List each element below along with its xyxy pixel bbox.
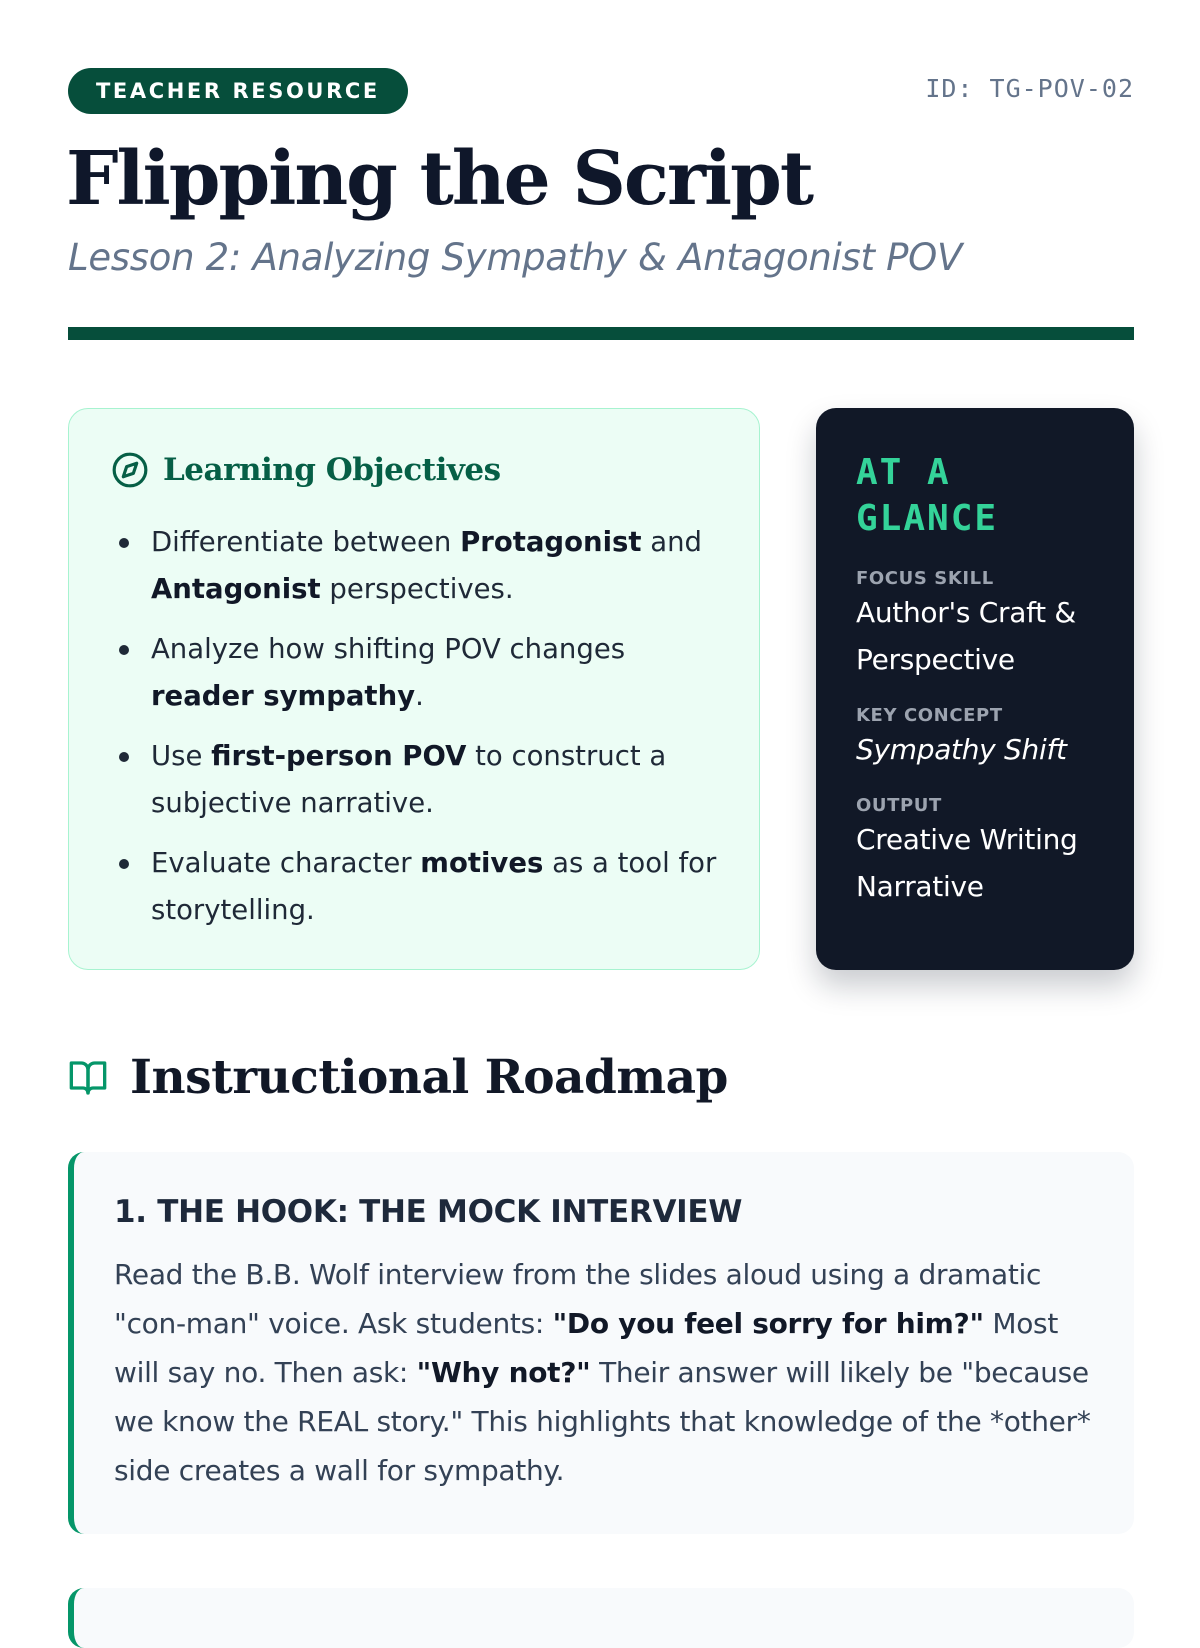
objectives-header <box>111 451 501 489</box>
roadmap-header <box>68 1050 728 1105</box>
page-subtitle: Lesson 2: Analyzing Sympathy & Antagonist POV <box>68 236 962 279</box>
step-description: Read the B.B. Wolf interview from the slides aloud using a dramatic "con-man" voice. Ask students: "Do you feel sorry for him?" Most will say no. Then ask: "Why not?" Their answer will likely be "because we know the REAL story." This highlights that knowledge of the *other* side creates a wall for sympathy. <box>114 1258 1091 1487</box>
header-row <box>68 68 1134 114</box>
objectives-list <box>113 519 733 947</box>
roadmap-title: Instructional Roadmap <box>130 1050 728 1105</box>
key-concept-label: KEY CONCEPT <box>856 705 1003 726</box>
document-id: ID: TG-POV-02 <box>925 74 1134 103</box>
objective-item: Use first-person POV to construct a subjective narrative. <box>113 733 733 827</box>
focus-skill-value: Author's Craft & Perspective <box>856 596 1076 676</box>
objective-item: Evaluate character motives as a tool for storytelling. <box>113 840 733 934</box>
output-label: OUTPUT <box>856 795 942 816</box>
key-concept-value: Sympathy Shift <box>856 733 1067 766</box>
objective-item: Analyze how shifting POV changes reader sympathy. <box>113 626 733 720</box>
learning-objectives-card <box>68 408 760 970</box>
at-a-glance-card <box>816 408 1134 970</box>
glance-title: AT A GLANCE <box>856 452 999 539</box>
resource-badge: TEACHER RESOURCE <box>68 68 408 114</box>
page-title: Flipping the Script <box>66 136 813 222</box>
roadmap-step-next <box>68 1588 1134 1648</box>
header-divider <box>68 327 1134 340</box>
objective-item: Differentiate between Protagonist and Antagonist perspectives. <box>113 519 733 613</box>
output-value: Creative Writing Narrative <box>856 823 1078 903</box>
step-title: 1. THE HOOK: THE MOCK INTERVIEW <box>114 1194 743 1230</box>
compass-icon <box>111 451 149 489</box>
roadmap-step <box>68 1152 1134 1534</box>
focus-skill-label: FOCUS SKILL <box>856 568 994 589</box>
objectives-title: Learning Objectives <box>163 452 501 488</box>
open-book-icon <box>68 1058 108 1098</box>
